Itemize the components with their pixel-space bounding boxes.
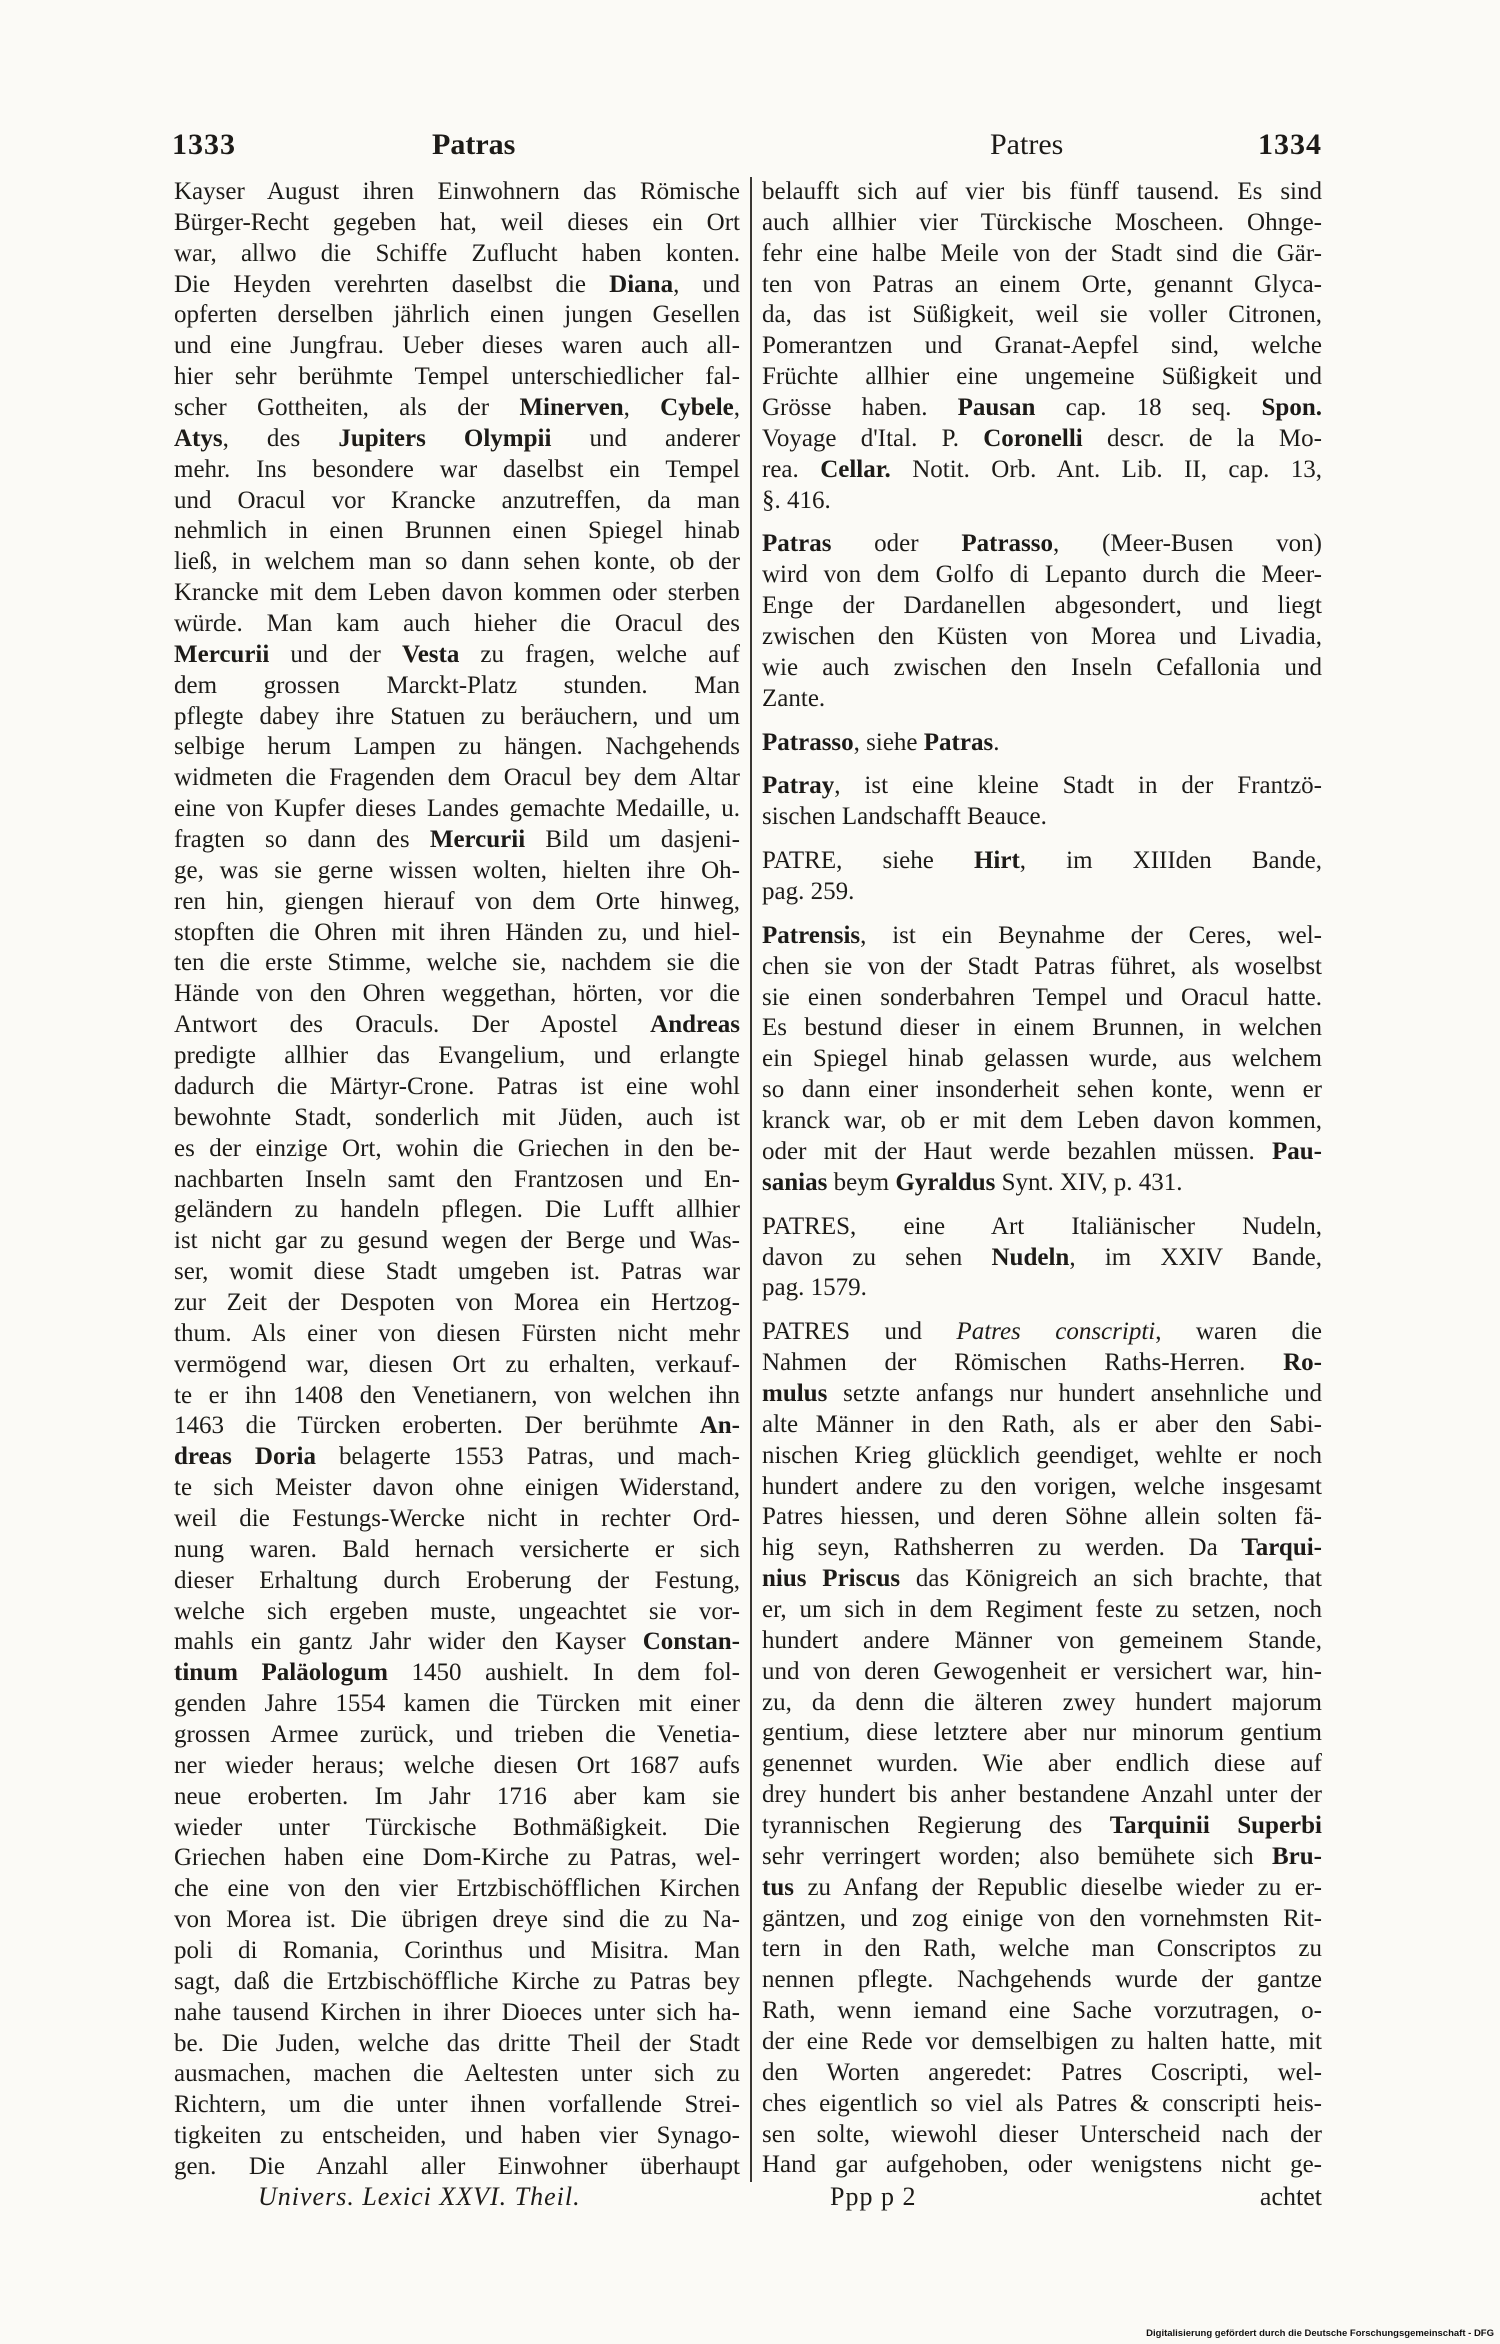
text-line: stopften die Ohren mit ihren Händen zu, und hiel- (174, 918, 740, 946)
text-line: Zante. (762, 684, 826, 712)
text-line: poli di Romania, Corinthus und Misitra. Man (174, 1936, 740, 1964)
emphasized-term: dreas Doria (174, 1443, 316, 1471)
text-line: wie auch zwischen den Inseln Cefallonia und (762, 653, 1322, 681)
text-line: geländern zu handeln pflegen. Die Lufft allhier (174, 1196, 740, 1224)
text-segment: , ist ein Beynahme der Ceres, wel- (860, 921, 1322, 949)
text-line: be. Die Juden, welche das dritte Theil der Stadt (174, 2029, 740, 2057)
text-segment: , (623, 394, 661, 422)
text-line: dem grossen Marckt-Platz stunden. Man (174, 671, 740, 699)
text-line (762, 846, 1322, 877)
text-line: ser, womit diese Stadt umgeben ist. Patras war (174, 1258, 740, 1286)
text-line: Pomerantzen und Granat-Aepfel sind, welche (762, 332, 1322, 360)
text-line: ist nicht gar zu gesund wegen der Berge und Was- (174, 1227, 740, 1255)
text-line: und von deren Gewogenheit er versichert war, hin- (762, 1657, 1322, 1685)
text-segment: Antwort des Oraculs. Der Apostel (174, 1011, 651, 1039)
text-segment: 1463 die Türcken eroberten. Der berühmte (174, 1412, 700, 1440)
emphasized-term: Cybele (660, 394, 734, 422)
text-line: belaufft sich auf vier bis fünff tausend. Es sind (762, 178, 1322, 205)
text-line: eine von Kupfer dieses Landes gemachte Medaille, u. (174, 795, 740, 823)
text-line: genennet wurden. Wie aber endlich diese auf (762, 1750, 1322, 1778)
emphasized-term: Pau- (1272, 1137, 1322, 1165)
text-segment: sehr verringert worden; also bemühete sich (762, 1842, 1272, 1870)
emphasized-term: tus (762, 1873, 794, 1901)
emphasized-term: Mercurii (174, 640, 270, 668)
digitization-credit: Digitalisierung gefördert durch die Deutsche Forschungsgemeinschaft - DFG (1146, 2328, 1494, 2339)
emphasized-term: Ro- (1283, 1349, 1322, 1377)
text-line (174, 1411, 740, 1442)
text-line (762, 921, 1322, 952)
text-line (762, 393, 1322, 424)
text-line (762, 455, 1322, 486)
text-segment: scher Gottheiten, als der (174, 394, 520, 422)
text-line (762, 1873, 1322, 1904)
text-line: nachbarten Inseln samt den Frantzosen und En- (174, 1165, 740, 1193)
text-line: nennen pflegte. Nachgehends wurde der gantze (762, 1966, 1322, 1994)
text-line: neue eroberten. Im Jahr 1716 aber kam sie (174, 1782, 740, 1810)
text-line: tigkeiten zu entscheiden, und haben vier Synago- (174, 2122, 740, 2150)
text-line (174, 1627, 740, 1658)
text-line: war, allwo die Schiffe Zuflucht haben konten. (174, 239, 740, 267)
catchword: achtet (1259, 2182, 1322, 2211)
text-line (174, 640, 740, 671)
text-line: alte Männer in den Rath, als er aber den Sabi- (762, 1410, 1322, 1438)
text-segment: rea. (762, 455, 821, 483)
entry-paragraph (762, 771, 1322, 833)
text-segment: PATRE, siehe (762, 847, 974, 875)
emphasized-term: Diana (609, 270, 674, 298)
text-line: dieser Erhaltung durch Eroberung der Festung, (174, 1566, 740, 1594)
text-line: chen sie von der Stadt Patras führet, als woselbst (762, 952, 1322, 980)
text-segment: tyrannischen Regierung des (762, 1811, 1110, 1839)
emphasized-term: Patras (923, 728, 994, 756)
text-line: Kayser August ihren Einwohnern das Römische (174, 178, 740, 205)
text-line: tern in den Rath, welche man Conscriptos zu (762, 1935, 1322, 1963)
emphasized-term: Patrasso (961, 530, 1054, 558)
emphasized-term: nius Priscus (762, 1565, 901, 1593)
emphasized-term: Bru- (1272, 1842, 1322, 1870)
text-line: sie einen sonderbahren Tempel und Oracul hatte. (762, 983, 1322, 1011)
text-line: von Morea ist. Die übrigen dreye sind die zu Na- (174, 1906, 740, 1934)
text-line: Bürger-Recht gegeben hat, weil dieses ein Ort (174, 208, 740, 236)
text-line: und eine Jungfrau. Ueber dieses waren auch all- (174, 332, 740, 360)
text-line: Rath, wenn iemand eine Sache vorzutragen, o- (762, 1997, 1322, 2025)
text-segment: , (Meer-Busen von) (1053, 530, 1322, 558)
text-line (762, 1379, 1322, 1410)
text-line: PATRES, eine Art Italiänischer Nudeln, (762, 1212, 1322, 1240)
text-line (174, 270, 740, 301)
text-segment: Voyage d'Ital. P. (762, 424, 984, 452)
text-line: und Oracul vor Krancke anzutreffen, da man (174, 486, 740, 514)
text-line (762, 771, 1322, 802)
text-line: te er ihn 1408 den Venetianern, von welchen ihn (174, 1381, 740, 1409)
text-line: würde. Man kam auch hieher die Oracul des (174, 610, 740, 638)
emphasized-term: Jupiters Olympii (338, 424, 552, 452)
text-line: wieder unter Türckische Bothmäßigkeit. Die (174, 1813, 740, 1841)
text-line: Hand gar aufgehoben, oder wenigstens nicht ge- (762, 2151, 1322, 2179)
emphasized-term: Patrensis (762, 921, 861, 949)
text-line: hundert andere zu den vorigen, welche insgesamt (762, 1472, 1322, 1500)
text-line: ten von Patras an einem Orte, genannt Glyca- (762, 270, 1322, 298)
text-segment: oder mit der Haut werde bezahlen müssen. (762, 1137, 1272, 1165)
text-line: dadurch die Märtyr-Crone. Patras ist eine wohl (174, 1072, 740, 1100)
text-line: hier sehr berühmte Tempel unterschiedlicher fal- (174, 363, 740, 391)
emphasized-term: Patras (762, 530, 832, 558)
entry-paragraph (762, 921, 1322, 1199)
text-segment: Notit. Orb. Ant. Lib. II, cap. 13, (890, 455, 1322, 483)
text-line: genden Jahre 1554 kamen die Türcken mit einer (174, 1690, 740, 1718)
text-segment: hig seyn, Rathsherren zu werden. Da (762, 1534, 1242, 1562)
text-line: weil die Festungs-Wercke nicht in rechter Ord- (174, 1504, 740, 1532)
running-head-right: Patres (990, 128, 1064, 161)
text-line: ches eigentlich so viel als Patres & conscripti heis- (762, 2089, 1322, 2117)
volume-note: Univers. Lexici XXVI. Theil. (258, 2182, 581, 2211)
text-line: mehr. Ins besondere war daselbst ein Tempel (174, 455, 740, 483)
text-segment: und der (269, 640, 402, 668)
emphasized-term: mulus (762, 1379, 828, 1407)
text-line: Krancke mit dem Leben davon kommen oder sterben (174, 579, 740, 607)
text-line: auch allhier vier Türckische Moscheen. Ohnge- (762, 208, 1322, 236)
text-line: ner wieder heraus; welche diesen Ort 1687 aufs (174, 1751, 740, 1779)
text-segment: Die Heyden verehrten daselbst die (174, 270, 610, 298)
emphasized-term: Patray (762, 772, 835, 800)
text-line: predigte allhier das Evangelium, und erlangte (174, 1042, 740, 1070)
emphasized-term: sanias (762, 1168, 828, 1196)
text-segment: mahls ein gantz Jahr wider den Kayser (174, 1628, 643, 1656)
emphasized-term: Andreas (650, 1011, 740, 1039)
emphasized-term: Cellar. (820, 455, 891, 483)
text-line: ten die erste Stimme, welche sie, nachdem sie die (174, 949, 740, 977)
emphasized-term: Hirt (973, 847, 1020, 875)
emphasized-term: An- (699, 1412, 740, 1440)
entry-paragraph (762, 529, 1322, 714)
text-line: es der einzige Ort, wohin die Griechen in den be- (174, 1134, 740, 1162)
text-line: Enge der Dardanellen abgesondert, und liegt (762, 592, 1322, 620)
text-line: Hände von den Ohren weggethan, hörten, vor die (174, 980, 740, 1008)
text-segment: , des (222, 424, 339, 452)
text-line: nischen Krieg glücklich geendiget, wehlte er noch (762, 1441, 1322, 1469)
text-segment: Grösse haben. (762, 394, 958, 422)
text-line: sischen Landschafft Beauce. (762, 803, 1047, 831)
text-line: der eine Rede vor demselbigen zu halten hatte, mit (762, 2027, 1322, 2055)
text-line (762, 728, 1322, 759)
text-line: wird von dem Golfo di Lepanto durch die Meer- (762, 561, 1322, 589)
text-line: drey hundert bis anher bestandene Anzahl unter der (762, 1781, 1322, 1809)
text-line: Richtern, um die unter ihnen vorfallende Strei- (174, 2091, 740, 2119)
text-line: so dann einer insonderheit sehen konte, wenn er (762, 1076, 1322, 1104)
entry-paragraph (762, 728, 1322, 759)
text-line (762, 1842, 1322, 1873)
text-line: ge, was sie gerne wissen wolten, hielten ihre Oh- (174, 856, 740, 884)
text-line: hundert andere Männer von gemeinem Stande, (762, 1626, 1322, 1654)
text-line: bewohnte Stadt, sonderlich mit Jüden, auch ist (174, 1103, 740, 1131)
text-line: vermögend war, diesen Ort zu erhalten, verkauf- (174, 1350, 740, 1378)
text-line: pag. 1579. (762, 1274, 867, 1302)
text-line: thum. Als einer von diesen Fürsten nicht mehr (174, 1319, 740, 1347)
emphasized-term: Gyraldus (895, 1168, 996, 1196)
text-line: kranck war, ob er mit dem Leben davon kommen, (762, 1107, 1322, 1135)
text-segment: , ist eine kleine Stadt in der Frantzö- (834, 772, 1322, 800)
text-line (174, 1010, 740, 1041)
text-line: che eine von den vier Ertzbischöfflichen Kirchen (174, 1875, 740, 1903)
text-segment: zu Anfang der Republic dieselbe wieder zu er- (793, 1873, 1322, 1901)
column-divider (750, 177, 752, 2182)
text-segment: setzte anfangs nur hundert ansehnliche und (827, 1379, 1322, 1407)
text-line (174, 1442, 740, 1473)
emphasized-term: Coronelli (983, 424, 1083, 452)
text-line: opferten derselben jährlich einen jungen Gesellen (174, 301, 740, 329)
text-line: ein Spiegel hinab gelassen wurde, aus welchem (762, 1045, 1322, 1073)
text-segment: Nahmen der Römischen Raths-Herren. (762, 1349, 1284, 1377)
text-line: gäntzen, und zog einige von den vornehmsten Rit- (762, 1904, 1322, 1932)
text-line: te sich Meister davon ohne einigen Widerstand, (174, 1474, 740, 1502)
entry-paragraph (762, 1317, 1322, 2181)
text-line: ausmachen, machen die Aeltesten unter sich zu (174, 2060, 740, 2088)
text-segment: beym (827, 1168, 896, 1196)
text-line: selbige herum Lampen zu hängen. Nachgehends (174, 733, 740, 761)
text-segment: . (993, 728, 1000, 756)
text-line: §. 416. (762, 486, 831, 514)
text-line (762, 1243, 1322, 1274)
text-line: ren hin, giengen hierauf von dem Orte hinweg, (174, 887, 740, 915)
text-line: widmeten die Fragenden dem Oracul bey dem Altar (174, 764, 740, 792)
text-line: gentium, diese letztere aber nur minorum gentium (762, 1719, 1322, 1747)
text-line (762, 1811, 1322, 1842)
emphasized-term: Mercurii (429, 826, 526, 854)
text-line: den Worten angeredet: Patres Coscripti, wel- (762, 2058, 1322, 2086)
text-line: nung waren. Bald hernach versicherte er sich (174, 1535, 740, 1563)
text-line: zwischen den Küsten von Morea und Livadia, (762, 623, 1322, 651)
text-line: Früchte allhier eine ungemeine Süßigkeit und (762, 363, 1322, 391)
text-line (762, 1533, 1322, 1564)
page-number-right: 1334 (1258, 128, 1322, 161)
emphasized-term: Minerven (519, 394, 624, 422)
emphasized-term: Vesta (401, 640, 460, 668)
text-line: grossen Armee zurück, und trieben die Venetia- (174, 1720, 740, 1748)
text-segment: und anderer (551, 424, 740, 452)
text-line: sen solte, wiewohl dieser Unterscheid nach der (762, 2120, 1322, 2148)
text-line: gen. Die Anzahl aller Einwohner überhaupt (174, 2153, 740, 2180)
text-line: pag. 259. (762, 878, 855, 906)
text-line (174, 393, 740, 424)
text-segment: cap. 18 seq. (1035, 394, 1262, 422)
right-column (762, 177, 1322, 2181)
text-line: ließ, in welchem man so dann sehen konte, ob der (174, 548, 740, 576)
text-segment: Synt. XIV, p. 431. (995, 1168, 1183, 1196)
emphasized-term: Patrasso (762, 728, 854, 756)
text-segment: , (733, 394, 740, 422)
text-line (174, 424, 740, 455)
text-segment: , siehe (853, 728, 924, 756)
text-segment: belagerte 1553 Patras, und mach- (316, 1443, 740, 1471)
text-segment: , im XXIV Bande, (1069, 1243, 1322, 1271)
text-segment: PATRES und (762, 1318, 957, 1346)
emphasized-term: Tarqui- (1241, 1534, 1322, 1562)
text-line (762, 1348, 1322, 1379)
text-line: Es bestund dieser in einem Brunnen, in welchen (762, 1014, 1322, 1042)
emphasized-term: Tarquinii Superbi (1109, 1811, 1322, 1839)
text-line (174, 1658, 740, 1689)
text-line (174, 825, 740, 856)
text-line: zu, da denn die älteren zwey hundert majorum (762, 1688, 1322, 1716)
text-line: welche sich ergeben muste, ungeachtet sie vor- (174, 1597, 740, 1625)
emphasized-term: Nudeln (991, 1243, 1070, 1271)
text-line: zur Zeit der Despoten von Morea ein Hertzog- (174, 1288, 740, 1316)
text-segment: Bild um dasjeni- (525, 826, 740, 854)
text-segment: , und (673, 270, 740, 298)
entry-paragraph (762, 177, 1322, 516)
text-line (762, 1564, 1322, 1595)
text-segment: davon zu sehen (762, 1243, 992, 1271)
text-line: fehr eine halbe Meile von der Stadt sind die Gär- (762, 239, 1322, 267)
entry-paragraph (762, 846, 1322, 908)
text-segment: zu fragen, welche auf (459, 640, 740, 668)
text-segment: , im XIIIden Bande, (1019, 847, 1322, 875)
latin-term: Patres conscripti (956, 1318, 1156, 1346)
text-segment: oder (831, 530, 962, 558)
text-line (762, 529, 1322, 560)
text-segment: fragten so dann des (174, 826, 430, 854)
text-line (762, 424, 1322, 455)
entry-paragraph (762, 1212, 1322, 1305)
text-line: nahe tausend Kirchen in ihrer Dioeces unter sich ha- (174, 1998, 740, 2026)
text-line: nehmlich in einen Brunnen einen Spiegel hinab (174, 517, 740, 545)
emphasized-term: Atys (174, 424, 223, 452)
text-segment: descr. de la Mo- (1082, 424, 1322, 452)
text-line: sagt, daß die Ertzbischöffliche Kirche zu Patras bey (174, 1967, 740, 1995)
text-line: er, um sich in dem Regiment feste zu setzen, noch (762, 1595, 1322, 1623)
text-line: pflegte dabey ihre Statuen zu beräuchern, und um (174, 702, 740, 730)
printer-signature: Ppp p 2 (830, 2182, 917, 2211)
running-head-left: Patras (432, 128, 516, 161)
page-number-left: 1333 (172, 128, 236, 161)
text-line: Griechen haben eine Dom-Kirche zu Patras, wel- (174, 1844, 740, 1872)
left-column (174, 177, 740, 2183)
text-segment: , waren die (1155, 1318, 1322, 1346)
emphasized-term: Pausan (957, 394, 1036, 422)
emphasized-term: Spon. (1261, 394, 1322, 422)
text-line (762, 1137, 1322, 1168)
emphasized-term: Constan- (642, 1628, 740, 1656)
text-line (762, 1168, 1322, 1199)
text-segment: 1450 aushielt. In dem fol- (387, 1659, 740, 1687)
text-line (762, 1317, 1322, 1348)
text-segment: das Königreich an sich brachte, that (900, 1565, 1322, 1593)
text-line: Patres hiessen, und deren Söhne allein solten fä- (762, 1503, 1322, 1531)
text-line: da, das ist Süßigkeit, weil sie voller Citronen, (762, 301, 1322, 329)
emphasized-term: tinum Paläologum (174, 1659, 388, 1687)
